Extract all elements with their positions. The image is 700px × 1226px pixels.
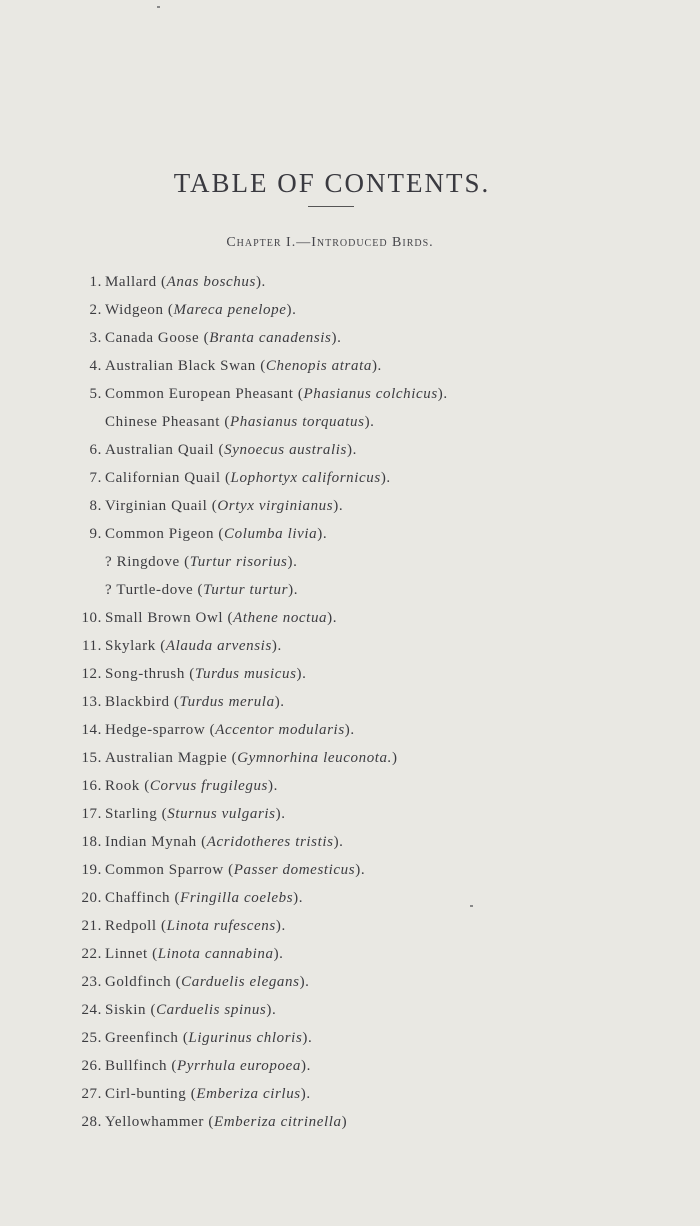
contents-entry	[70, 660, 670, 688]
entry-scientific-name: Sturnus vulgaris	[167, 806, 276, 822]
contents-entry	[70, 996, 670, 1024]
entry-scientific-name: Emberiza citrinella	[213, 1114, 342, 1130]
entry-closing: ).	[288, 582, 299, 598]
entry-common-name: Blackbird (	[105, 694, 180, 710]
entry-scientific-name: Ortyx virginianus	[217, 498, 334, 514]
entry-common-name: Californian Quail (	[105, 470, 231, 486]
entry-common-name: Australian Magpie (	[105, 750, 238, 766]
entry-closing: ).	[355, 862, 366, 878]
contents-entry	[70, 744, 670, 772]
entry-closing: ).	[255, 274, 266, 290]
contents-entry	[70, 772, 670, 800]
entry-number: 9.	[89, 526, 102, 542]
entry-scientific-name: Emberiza cirlus	[196, 1086, 301, 1102]
entry-scientific-name: Carduelis elegans	[181, 974, 300, 990]
entry-number: 17.	[81, 806, 102, 822]
contents-entry	[70, 940, 670, 968]
contents-entry	[70, 884, 670, 912]
contents-entry	[70, 408, 670, 436]
entry-closing: ).	[437, 386, 448, 402]
entry-closing: ).	[275, 918, 286, 934]
entry-number: 1.	[89, 274, 102, 290]
entry-common-name: ? Turtle-dove (	[105, 582, 204, 598]
entry-closing: ).	[364, 414, 375, 430]
entry-closing: ).	[344, 722, 355, 738]
entry-number: 5.	[89, 386, 102, 402]
entry-scientific-name: Phasianus torquatus	[229, 414, 365, 430]
entry-common-name: Small Brown Owl (	[105, 610, 234, 626]
entry-scientific-name: Mareca penelope	[173, 302, 287, 318]
entry-common-name: Redpoll (	[105, 918, 167, 934]
contents-entry	[70, 828, 670, 856]
entry-common-name: Common Sparrow (	[105, 862, 234, 878]
contents-entry	[70, 576, 670, 604]
entry-closing: ).	[275, 806, 286, 822]
entry-number: 7.	[89, 470, 102, 486]
entry-closing: ).	[333, 498, 344, 514]
entry-common-name: ? Ringdove (	[105, 554, 190, 570]
entry-number: 13.	[81, 694, 102, 710]
entry-closing: ).	[300, 1086, 311, 1102]
contents-entry	[70, 604, 670, 632]
entry-number: 15.	[81, 750, 102, 766]
entry-closing: ).	[293, 890, 304, 906]
entry-scientific-name: Linota rufescens	[166, 918, 276, 934]
contents-entry	[70, 688, 670, 716]
contents-entry	[70, 296, 670, 324]
entry-scientific-name: Phasianus colchicus	[303, 386, 438, 402]
entry-closing: ).	[300, 1058, 311, 1074]
entry-closing: ).	[347, 442, 357, 458]
entry-closing: ).	[287, 554, 298, 570]
entry-common-name: Rook (	[105, 778, 150, 794]
entry-scientific-name: Pyrrhula europoea	[177, 1058, 301, 1074]
entry-scientific-name: Accentor modularis	[215, 722, 345, 738]
entry-scientific-name: Turtur turtur	[203, 582, 289, 598]
entry-common-name: Yellowhammer (	[105, 1114, 214, 1130]
entry-common-name: Hedge-sparrow (	[105, 722, 216, 738]
entry-scientific-name: Corvus frugilegus	[149, 778, 268, 794]
entry-scientific-name: Columba livia	[224, 526, 318, 542]
entry-number: 12.	[81, 666, 102, 682]
contents-entry	[70, 520, 670, 548]
entry-closing: )	[341, 1114, 348, 1130]
entry-closing: ).	[271, 638, 282, 654]
contents-list	[70, 268, 670, 1136]
entry-number: 20.	[81, 890, 102, 906]
entry-number: 23.	[81, 974, 102, 990]
entry-closing: ).	[333, 834, 344, 850]
page-title: TABLE OF CONTENTS.	[173, 168, 491, 199]
entry-closing: ).	[317, 526, 328, 542]
entry-common-name: Widgeon (	[105, 302, 174, 318]
entry-closing: ).	[274, 694, 285, 710]
contents-entry	[70, 1024, 670, 1052]
contents-entry	[70, 856, 670, 884]
contents-entry	[70, 464, 670, 492]
contents-entry	[70, 800, 670, 828]
entry-number: 21.	[81, 918, 102, 934]
entry-closing: ).	[286, 302, 297, 318]
entry-scientific-name: Ligurinus chloris	[188, 1030, 303, 1046]
entry-common-name: Chinese Pheasant (	[105, 414, 230, 430]
entry-scientific-name: Turdus merula	[179, 694, 275, 710]
entry-common-name: Common European Pheasant (	[105, 386, 304, 402]
print-speck	[157, 6, 160, 8]
entry-scientific-name: Branta canadensis	[209, 330, 332, 346]
contents-entry	[70, 352, 670, 380]
entry-common-name: Mallard (	[105, 274, 167, 290]
entry-scientific-name: Gymnorhina leuconota.	[237, 750, 393, 766]
entry-common-name: Australian Black Swan (	[105, 358, 266, 374]
contents-entry	[70, 1052, 670, 1080]
entry-closing: ).	[371, 358, 382, 374]
entry-common-name: Song-thrush (	[105, 666, 195, 682]
entry-number: 11.	[82, 638, 102, 654]
entry-common-name: Bullfinch (	[105, 1058, 178, 1074]
contents-entry	[70, 716, 670, 744]
entry-number: 3.	[89, 330, 102, 346]
entry-closing: )	[392, 750, 398, 766]
entry-closing: ).	[296, 666, 307, 682]
entry-closing: ).	[273, 946, 284, 962]
entry-scientific-name: Acridotheres tristis	[206, 834, 334, 850]
entry-number: 8.	[89, 498, 102, 514]
entry-number: 10.	[81, 610, 102, 626]
entry-scientific-name: Chenopis atrata	[265, 358, 372, 374]
entry-number: 4.	[89, 358, 102, 374]
contents-entry	[70, 492, 670, 520]
entry-number: 6.	[89, 442, 102, 458]
entry-number: 28.	[81, 1114, 102, 1130]
contents-entry	[70, 1108, 670, 1136]
contents-entry	[70, 436, 670, 464]
entry-closing: ).	[327, 610, 338, 626]
entry-number: 14.	[81, 722, 102, 738]
entry-number: 26.	[81, 1058, 102, 1074]
entry-closing: ).	[267, 778, 278, 794]
entry-number: 2.	[89, 302, 102, 318]
contents-entry	[70, 1080, 670, 1108]
entry-closing: ).	[266, 1002, 277, 1018]
contents-entry	[70, 912, 670, 940]
entry-common-name: Starling (	[105, 806, 168, 822]
entry-number: 22.	[81, 946, 102, 962]
entry-number: 18.	[81, 834, 102, 850]
entry-closing: ).	[299, 974, 310, 990]
entry-scientific-name: Turtur risorius	[189, 554, 288, 570]
entry-scientific-name: Fringilla coelebs	[180, 890, 294, 906]
entry-number: 16.	[81, 778, 102, 794]
entry-scientific-name: Lophortyx californicus	[230, 470, 381, 486]
entry-closing: ).	[331, 330, 342, 346]
title-rule	[308, 206, 354, 207]
entry-number: 24.	[81, 1002, 102, 1018]
entry-scientific-name: Carduelis spinus	[156, 1002, 267, 1018]
entry-common-name: Greenfinch (	[105, 1030, 189, 1046]
chapter-heading: Chapter I.—Introduced Birds.	[226, 235, 434, 250]
entry-closing: ).	[380, 470, 391, 486]
entry-scientific-name: Anas boschus	[166, 274, 256, 290]
entry-scientific-name: Linota cannabina	[157, 946, 274, 962]
contents-entry	[70, 968, 670, 996]
contents-entry	[70, 380, 670, 408]
entry-number: 25.	[81, 1030, 102, 1046]
contents-entry	[70, 268, 670, 296]
entry-scientific-name: Alauda arvensis	[165, 638, 272, 654]
contents-entry	[70, 632, 670, 660]
entry-scientific-name: Passer domesticus	[233, 862, 356, 878]
entry-scientific-name: Synoecus australis	[224, 442, 347, 458]
entry-common-name: Australian Quail (	[105, 442, 225, 458]
entry-common-name: Common Pigeon (	[105, 526, 225, 542]
entry-common-name: Indian Mynah (	[105, 834, 207, 850]
entry-common-name: Skylark (	[105, 638, 166, 654]
entry-common-name: Chaffinch (	[105, 890, 181, 906]
entry-common-name: Siskin (	[105, 1002, 157, 1018]
entry-common-name: Goldfinch (	[105, 974, 182, 990]
contents-entry	[70, 548, 670, 576]
entry-number: 19.	[81, 862, 102, 878]
contents-entry	[70, 324, 670, 352]
entry-number: 27.	[81, 1086, 102, 1102]
entry-common-name: Cirl-bunting (	[105, 1086, 197, 1102]
entry-common-name: Virginian Quail (	[105, 498, 218, 514]
entry-common-name: Linnet (	[105, 946, 158, 962]
entry-closing: ).	[302, 1030, 313, 1046]
entry-scientific-name: Athene noctua	[233, 610, 328, 626]
entry-scientific-name: Turdus musicus	[194, 666, 297, 682]
entry-common-name: Canada Goose (	[105, 330, 210, 346]
